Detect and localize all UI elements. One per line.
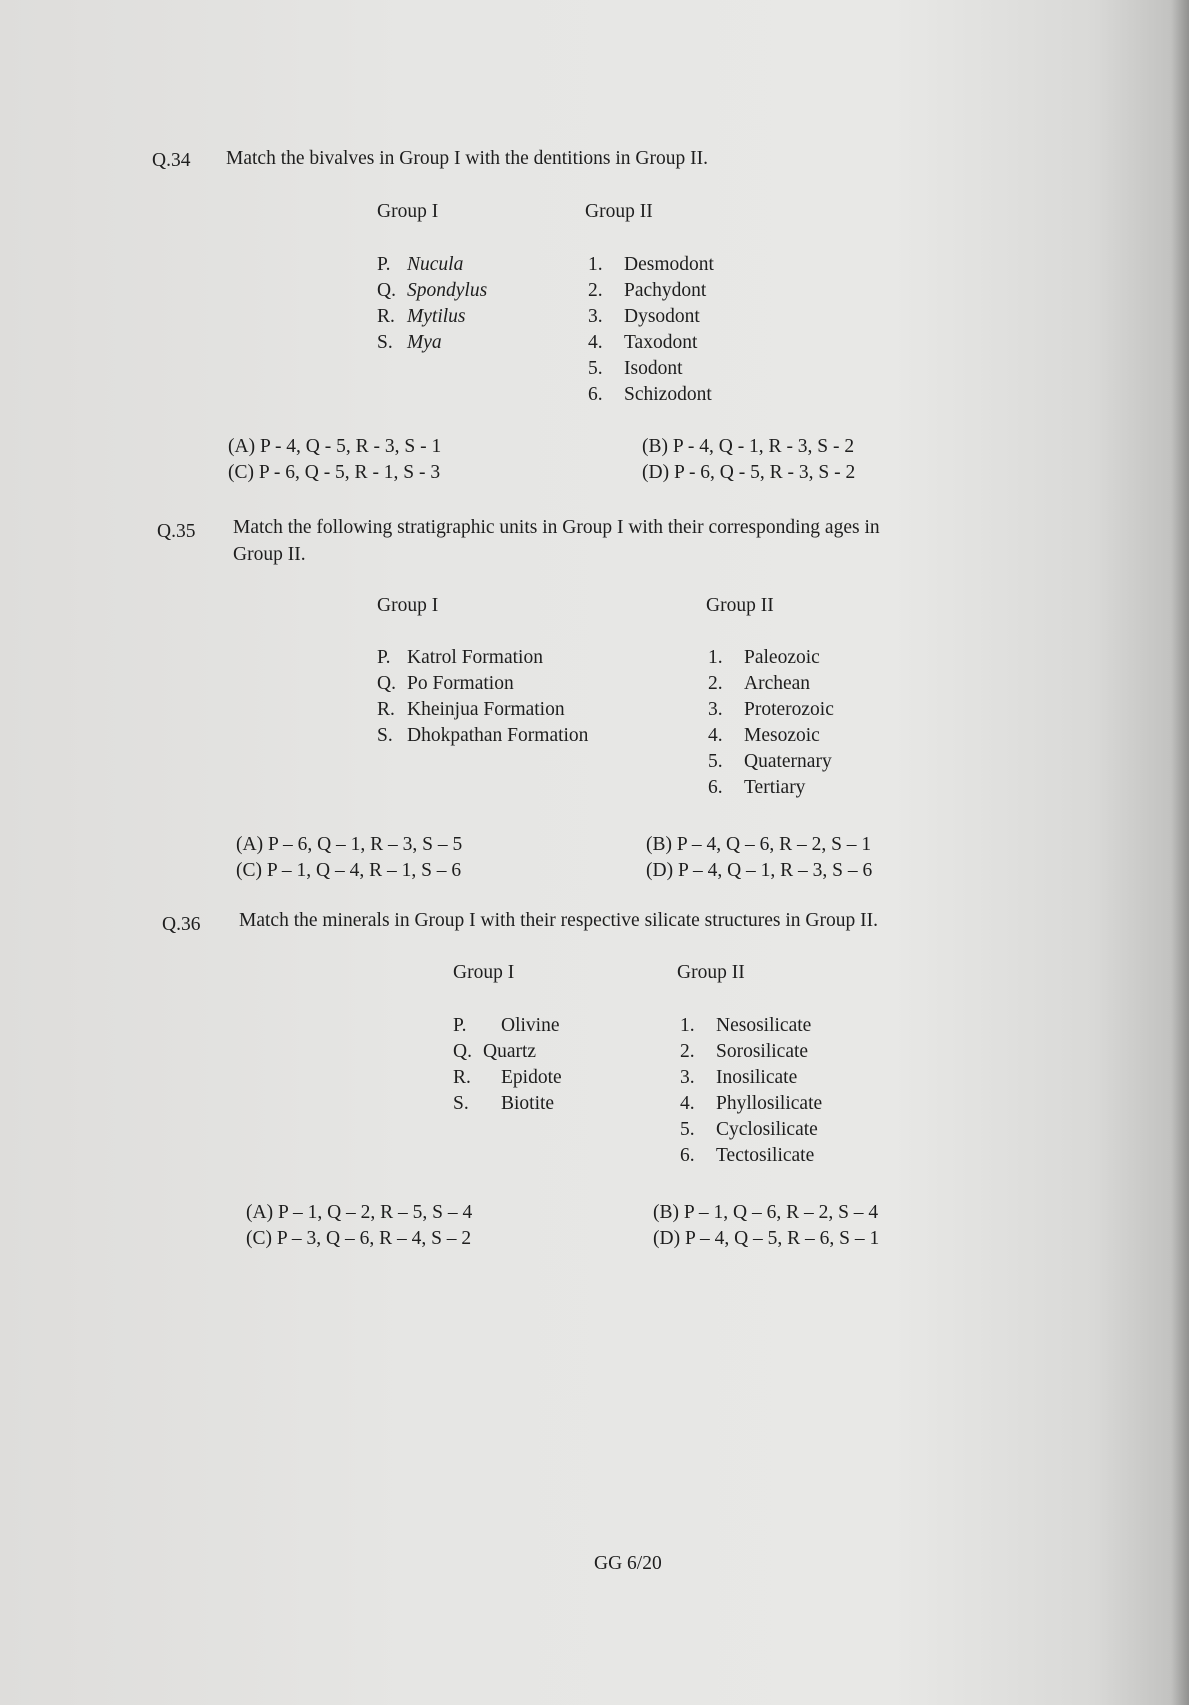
list-item: 2. Pachydont [588,280,707,301]
group2-list [708,645,834,801]
group2-list [588,252,714,408]
question-text: Match the bivalves in Group I with the dentitions in Group II. [226,148,708,169]
list-item: P. Katrol Formation [377,647,543,668]
list-item: 4. Phyllosilicate [680,1093,823,1114]
list-item: S. Dhokpathan Formation [377,725,589,746]
option-a[interactable]: (A) P - 4, Q - 5, R - 3, S - 1 [228,436,442,457]
option-c[interactable]: (C) P – 3, Q – 6, R – 4, S – 2 [246,1228,472,1249]
list-item: 6. Schizodont [588,384,712,405]
list-item: Q. Quartz [453,1041,537,1062]
option-d[interactable]: (D) P - 6, Q - 5, R - 3, S - 2 [642,462,856,483]
option-c[interactable]: (C) P – 1, Q – 4, R – 1, S – 6 [236,860,462,881]
list-item: R. Epidote [453,1067,562,1088]
list-item: S. Biotite [453,1093,555,1114]
list-item: 4. Mesozoic [708,725,820,746]
list-item: 2. Sorosilicate [680,1041,809,1062]
question-number: Q.34 [152,150,191,171]
list-item: R. Mytilus [377,306,466,327]
list-item: 1. Desmodont [588,254,714,275]
question-text-line1: Match the following stratigraphic units in Group I with their corresponding ages in [233,517,880,538]
list-item: 1. Paleozoic [708,647,820,668]
question-number: Q.36 [162,914,201,935]
list-item: 5. Quaternary [708,751,832,772]
list-item: 2. Archean [708,673,811,694]
option-b[interactable]: (B) P – 4, Q – 6, R – 2, S – 1 [646,834,872,855]
option-b[interactable]: (B) P – 1, Q – 6, R – 2, S – 4 [653,1202,879,1223]
group2-list [680,1013,822,1169]
group1-heading: Group I [453,962,515,983]
list-item: 6. Tertiary [708,777,806,798]
list-item: 3. Proterozoic [708,699,834,720]
group2-heading: Group II [585,201,653,222]
list-item: 3. Inosilicate [680,1067,798,1088]
question-text-line2: Group II. [233,544,306,565]
group1-list [377,252,487,356]
list-item: 3. Dysodont [588,306,700,327]
option-d[interactable]: (D) P – 4, Q – 1, R – 3, S – 6 [646,860,873,881]
group1-list [453,1013,562,1117]
list-item: P. Olivine [453,1015,560,1036]
list-item: 1. Nesosilicate [680,1015,812,1036]
option-c[interactable]: (C) P - 6, Q - 5, R - 1, S - 3 [228,462,441,483]
question-text: Match the minerals in Group I with their respective silicate structures in Group II. [239,910,878,931]
list-item: 6. Tectosilicate [680,1145,815,1166]
question-number: Q.35 [157,521,196,542]
list-item: 5. Cyclosilicate [680,1119,818,1140]
list-item: 5. Isodont [588,358,683,379]
list-item: R. Kheinjua Formation [377,699,565,720]
list-item: 4. Taxodont [588,332,698,353]
page-edge-shadow [1171,0,1189,1705]
list-item: S. Mya [377,332,442,353]
option-a[interactable]: (A) P – 6, Q – 1, R – 3, S – 5 [236,834,463,855]
option-d[interactable]: (D) P – 4, Q – 5, R – 6, S – 1 [653,1228,880,1249]
list-item: Q. Po Formation [377,673,514,694]
option-b[interactable]: (B) P - 4, Q - 1, R - 3, S - 2 [642,436,855,457]
group2-heading: Group II [706,595,774,616]
page-footer: GG 6/20 [594,1553,662,1574]
list-item: Q. Spondylus [377,280,488,301]
list-item: P. Nucula [377,254,464,275]
option-a[interactable]: (A) P – 1, Q – 2, R – 5, S – 4 [246,1202,473,1223]
group1-heading: Group I [377,595,439,616]
group1-heading: Group I [377,201,439,222]
group2-heading: Group II [677,962,745,983]
group1-list [377,645,588,749]
